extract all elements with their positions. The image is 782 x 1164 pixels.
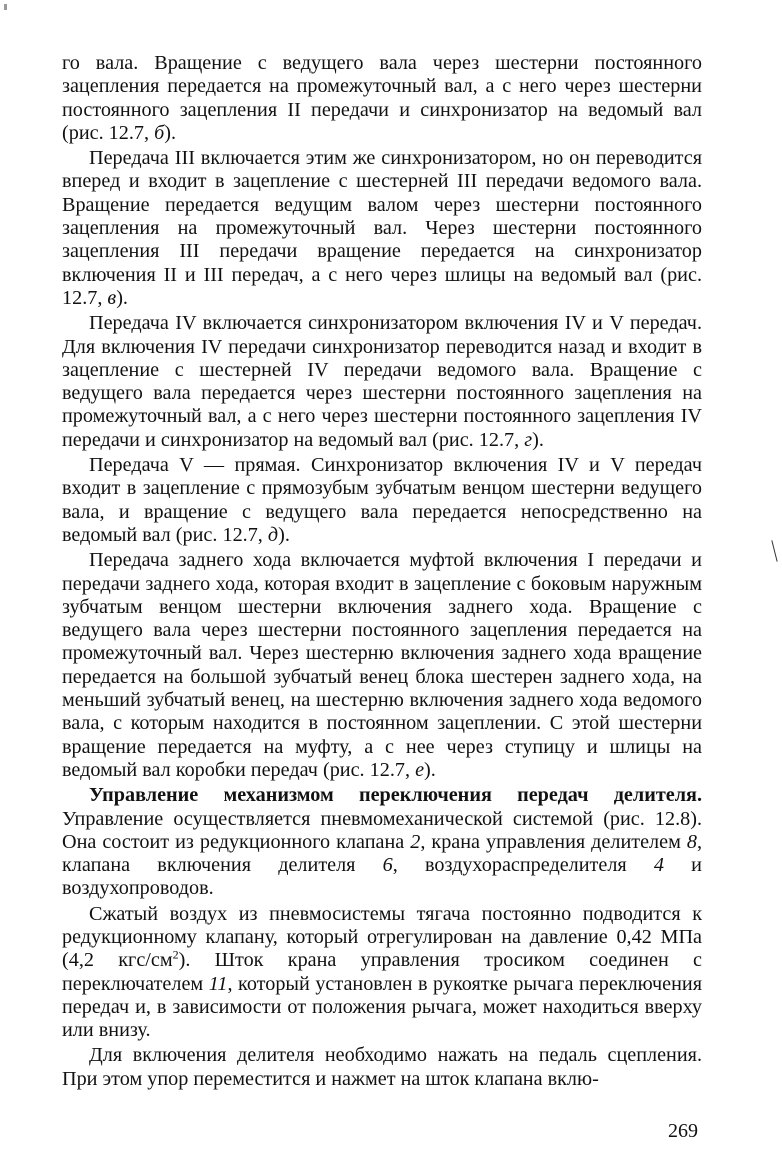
paragraph-5: Передача заднего хода включается муфтой включения I передачи и передачи заднего хода, которая входит в зацепление с боковым наружным зубчатым венцом шестерни включения заднего хода. Вращение с ведущего вала через шестерни постоянного зацепления передается на промежуточный вал. Через шестерню включения заднего хода вращение передается на большой зубчатый венец блока шестерен заднего хода, на меньший зубчатый венец, на шестерню включения заднего хода ведомого вала, с которым находится в постоянном зацеплении. С этой шестерни вращение передается на муфту, а с нее через ступицу и шлицы на ведомый вал коробки передач (рис. 12.7, е). (62, 549, 702, 781)
section-heading: Управление механизмом переключения передач делителя. (89, 784, 702, 807)
paragraph-3: Передача IV включается синхронизатором включения IV и V передач. Для включения IV передачи синхронизатор переводится назад и входит в зацепление с шестерней IV передачи ведомого вала. Вращение с ведущего вала передается через шестерни постоянного зацепления на промежуточный вал, а с него через шестерни постоянного зацепления IV передачи и синхронизатор на ведомый вал (рис. 12.7, г). (62, 312, 702, 451)
paragraph-4: Передача V — прямая. Синхронизатор включения IV и V передач входит в зацепление с прямозубым зубчатым венцом шестерни ведущего вала, и вращение с ведущего вала передается непосредственно на ведомый вал (рис. 12.7, д). (62, 454, 702, 546)
paragraph-1: го вала. Вращение с ведущего вала через шестерни постоянного зацепления передается на промежуточный вал, а с него через шестерни постоянного зацепления II передачи и синхронизатор на ведомый вал (рис. 12.7, б). (62, 52, 702, 144)
paragraph-8: Для включения делителя необходимо нажать на педаль сцепления. При этом упор переместится и нажмет на шток клапана вклю- (62, 1044, 702, 1090)
paragraph-7: Сжатый воздух из пневмосистемы тягача постоянно подводится к редукционному клапану, который отрегулирован на давление 0,42 МПа (4,2 кгс/$см^2$). Шток крана управления тросиком соединен с переключателем 11, который установлен в рукоятке рычага переключения передач и, в зависимости от положения рычага, может находиться вверху или внизу. (62, 902, 702, 1042)
scan-artifact-line (771, 540, 777, 562)
paragraph-6: Управление механизмом переключения передач делителя. Управление осуществляется пневмомеханической системой (рис. 12.8). Она состоит из редукционного клапана 2, крана управления делителем 8, клапана включения делителя 6, воздухораспределителя 4 и воздухопроводов. (62, 784, 702, 900)
page-number: 269 (668, 1120, 698, 1142)
paragraph-2: Передача III включается этим же синхронизатором, но он переводится вперед и входит в зацепление с шестерней III передачи ведомого вала. Вращение передается ведущим валом через шестерни постоянного зацепления на промежуточный вал. Через шестерни постоянного зацепления III передачи вращение передается на синхронизатор включения II и III передач, а с него через шлицы на ведомый вал (рис. 12.7, в). (62, 147, 702, 309)
page-text (62, 52, 702, 1091)
scan-corner-mark (4, 4, 7, 10)
